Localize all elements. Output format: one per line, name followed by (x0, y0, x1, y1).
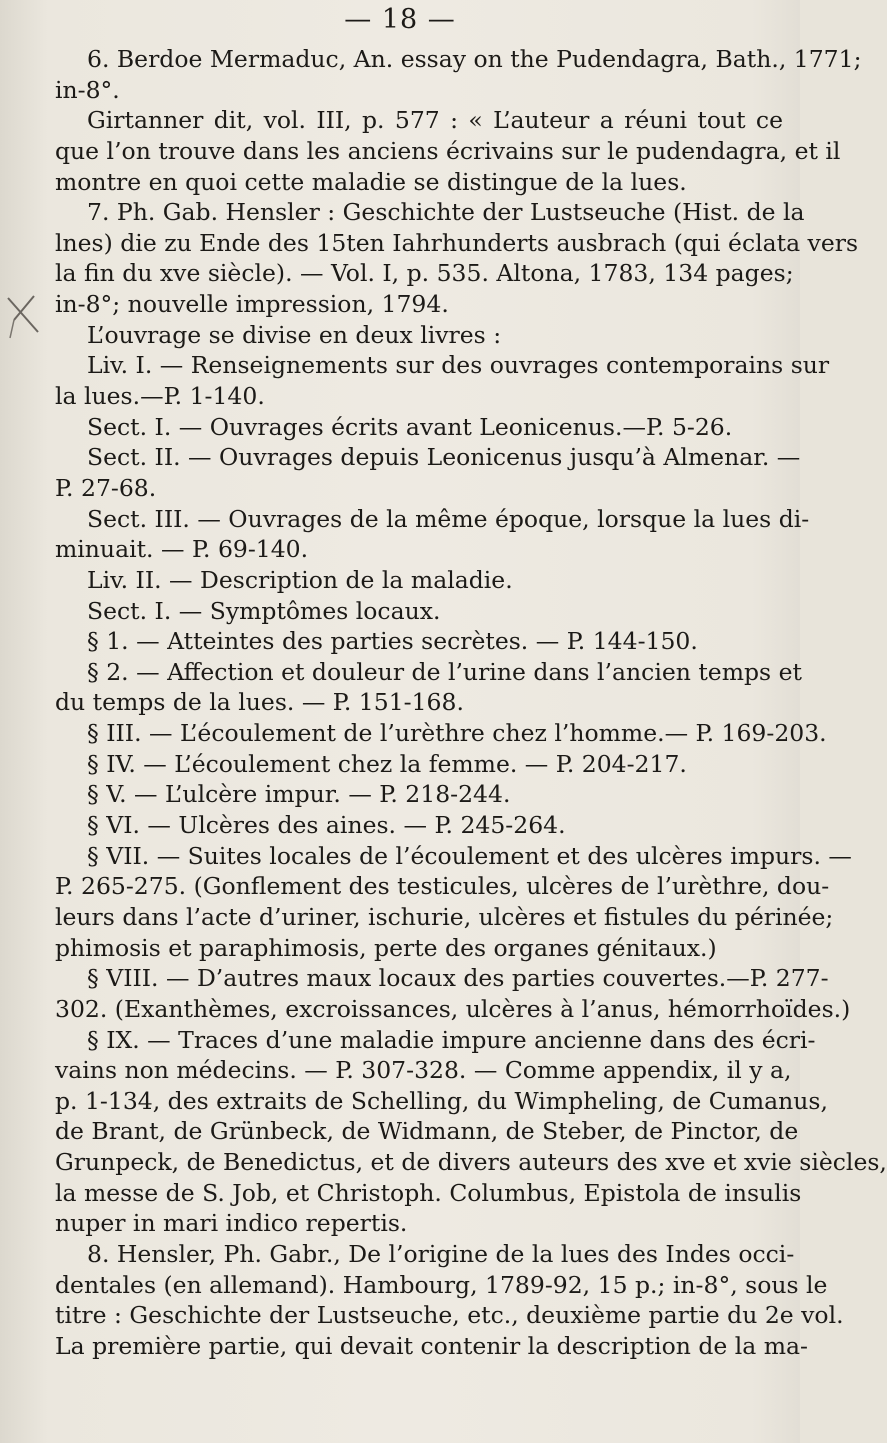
text-line: la messe de S. Job, et Christoph. Columbus, Epistola de insulis (55, 1178, 802, 1207)
text-line: la fin du xve siècle). — Vol. I, p. 535. Altona, 1783, 134 pages; (55, 259, 794, 288)
text-line: vains non médecins. — P. 307-328. — Comme appendix, il y a, (55, 1056, 792, 1085)
text-line: p. 1-134, des extraits de Schelling, du Wimpheling, de Cumanus, (55, 1086, 828, 1115)
text-line: § IV. — L’écoulement chez la femme. — P. 204-217. (87, 749, 687, 778)
text-line: 8. Hensler, Ph. Gabr., De l’origine de la lues des Indes occi- (87, 1239, 795, 1268)
text-line: La première partie, qui devait contenir la description de la ma- (55, 1331, 808, 1360)
text-line: 6. Berdoe Mermaduc, An. essay on the Pudendagra, Bath., 1771; (87, 45, 862, 73)
text-line: Sect. III. — Ouvrages de la même époque, lorsque la lues di- (87, 504, 810, 533)
text-line: leurs dans l’acte d’uriner, ischurie, ulcères et fistules du périnée; (55, 902, 834, 931)
text-line: § V. — L’ulcère impur. — P. 218-244. (87, 780, 511, 809)
text-line: la lues.—P. 1-140. (55, 382, 265, 411)
text-line: de Brant, de Grünbeck, de Widmann, de Steber, de Pinctor, de (55, 1117, 799, 1146)
text-line: montre en quoi cette maladie se distingue de la lues. (55, 167, 687, 196)
text-line: 302. (Exanthèmes, excroissances, ulcères à l’anus, hémorrhoïdes.) (55, 994, 851, 1023)
text-line: in-8°. (55, 75, 120, 104)
text-line: Grunpeck, de Benedictus, et de divers auteurs des xve et xvie siècles, (55, 1148, 887, 1177)
body-text (55, 44, 887, 1362)
text-line: P. 27-68. (55, 473, 157, 502)
text-line: Girtanner dit, vol. III, p. 577 : « L’auteur a réuni tout ce (87, 106, 783, 135)
text-line: 7. Ph. Gab. Hensler : Geschichte der Lustseuche (Hist. de la (87, 198, 805, 227)
text-line: phimosis et paraphimosis, perte des organes génitaux.) (55, 933, 717, 962)
text-line: in-8°; nouvelle impression, 1794. (55, 290, 449, 319)
text-line: § 1. — Atteintes des parties secrètes. — P. 144-150. (87, 627, 698, 656)
text-line: § VIII. — D’autres maux locaux des parties couvertes.—P. 277- (87, 964, 829, 993)
text-line: nuper in mari indico repertis. (55, 1209, 408, 1238)
text-line: Sect. I. — Symptômes locaux. (87, 596, 441, 625)
pencil-mark-icon (4, 292, 44, 342)
text-line: § III. — L’écoulement de l’urèthre chez l’homme.— P. 169-203. (87, 719, 827, 748)
text-line: dentales (en allemand). Hambourg, 1789-92, 15 p.; in-8°, sous le (55, 1270, 828, 1299)
text-line: Liv. II. — Description de la maladie. (87, 565, 513, 594)
page-number: — 18 — (344, 4, 456, 35)
text-line: § VI. — Ulcères des aines. — P. 245-264. (87, 811, 566, 840)
text-line: § 2. — Affection et douleur de l’urine dans l’ancien temps et (87, 657, 802, 686)
text-line: § VII. — Suites locales de l’écoulement et des ulcères impurs. — (87, 841, 852, 870)
text-line: § IX. — Traces d’une maladie impure ancienne dans des écri- (87, 1025, 816, 1054)
text-line: titre : Geschichte der Lustseuche, etc., deuxième partie du 2e vol. (55, 1301, 844, 1330)
text-line: lnes) die zu Ende des 15ten Iahrhunderts ausbrach (qui éclata vers (55, 228, 859, 257)
text-line: du temps de la lues. — P. 151-168. (55, 688, 464, 717)
text-line: Sect. I. — Ouvrages écrits avant Leonicenus.—P. 5-26. (87, 412, 733, 441)
text-line: minuait. — P. 69-140. (55, 535, 309, 564)
text-line: que l’on trouve dans les anciens écrivains sur le pudendagra, et il (55, 136, 841, 165)
text-line: Sect. II. — Ouvrages depuis Leonicenus jusqu’à Almenar. — (87, 443, 801, 472)
text-line: Liv. I. — Renseignements sur des ouvrages contemporains sur (87, 351, 830, 380)
text-line: P. 265-275. (Gonflement des testicules, ulcères de l’urèthre, dou- (55, 872, 830, 901)
text-line: L’ouvrage se divise en deux livres : (87, 320, 502, 349)
